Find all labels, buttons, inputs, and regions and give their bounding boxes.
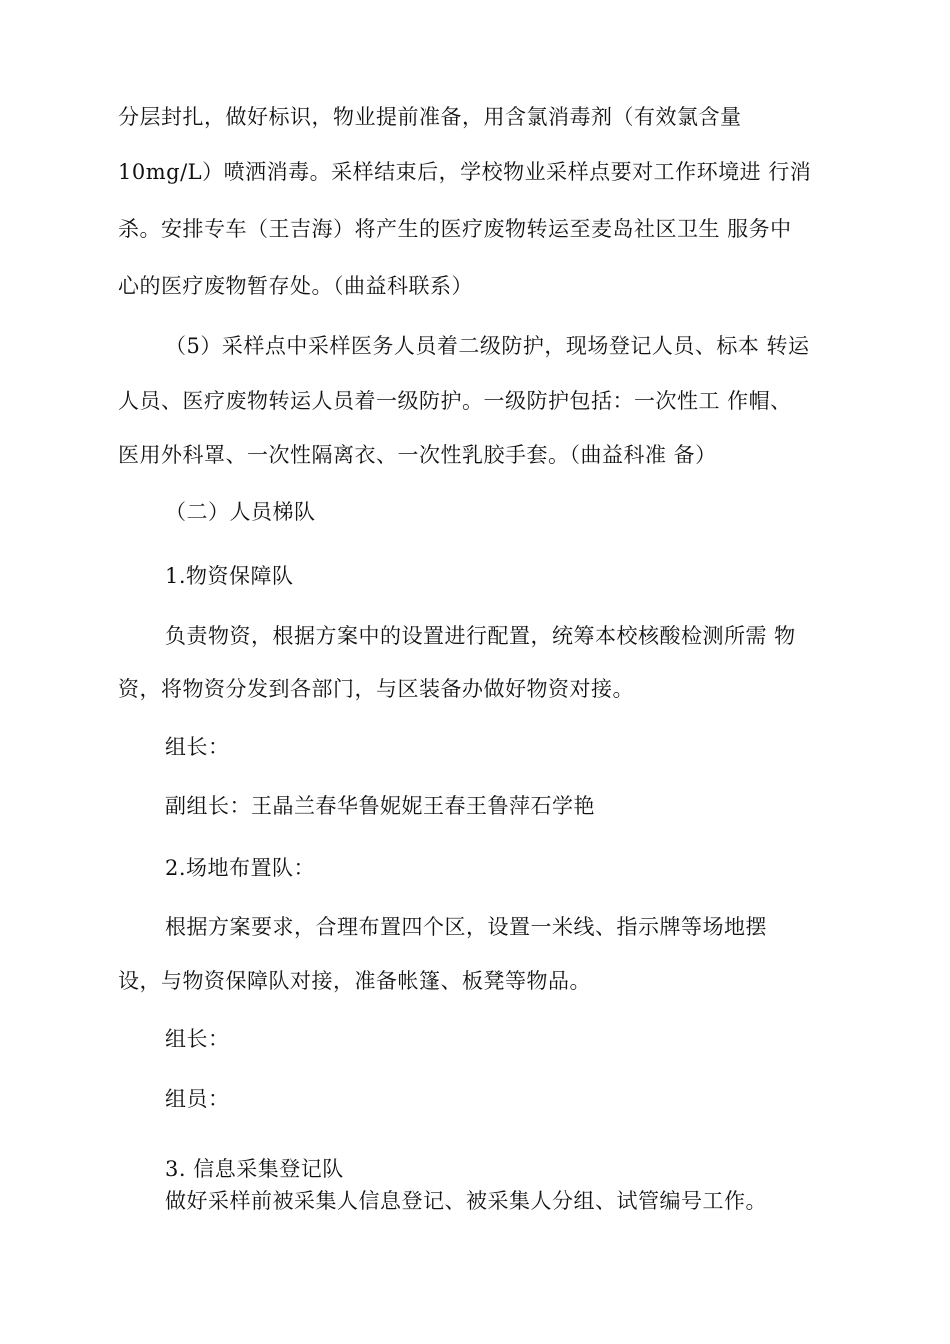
group-leader-label: 组长： xyxy=(165,1027,230,1051)
paragraph-line: 10mg/L）喷洒消毒。采样结束后，学校物业采样点要对工作环境进 行消 xyxy=(118,160,812,184)
subsection-heading: 2.场地布置队： xyxy=(165,856,316,880)
group-members-label: 组员： xyxy=(165,1087,230,1111)
paragraph-line: 人员、医疗废物转运人员着一级防护。一级防护包括：一次性工 作帽、 xyxy=(118,389,792,413)
paragraph-line: 负责物资，根据方案中的设置进行配置，统筹本校核酸检测所需 物 xyxy=(165,624,796,648)
paragraph-line: 设，与物资保障队对接，准备帐篷、板凳等物品。 xyxy=(118,969,591,993)
subsection-heading: 1.物资保障队 xyxy=(165,564,294,588)
paragraph-line: 医用外科罩、一次性隔离衣、一次性乳胶手套。（曲益科准 备） xyxy=(118,443,717,467)
group-leader-label: 组长： xyxy=(165,735,230,759)
deputy-leader-line: 副组长：王晶兰春华鲁妮妮王春王鲁萍石学艳 xyxy=(165,794,595,818)
paragraph-line: 根据方案要求，合理布置四个区，设置一米线、指示牌等场地摆 xyxy=(165,915,767,939)
paragraph-line: 分层封扎，做好标识，物业提前准备，用含氯消毒剂（有效氯含量 xyxy=(118,105,742,129)
paragraph-line: 杀。安排专车（王吉海）将产生的医疗废物转运至麦岛社区卫生 服务中 xyxy=(118,217,792,241)
paragraph-line: 做好采样前被采集人信息登记、被采集人分组、试管编号工作。 xyxy=(165,1189,767,1213)
subsection-heading: 3. 信息采集登记队 xyxy=(165,1157,344,1181)
paragraph-line: 心的医疗废物暂存处。（曲益科联系） xyxy=(118,274,473,298)
paragraph-line: 资，将物资分发到各部门，与区装备办做好物资对接。 xyxy=(118,677,634,701)
section-heading: （二）人员梯队 xyxy=(165,500,316,524)
paragraph-line: （5）采样点中采样医务人员着二级防护，现场登记人员、标本 转运 xyxy=(165,334,810,358)
